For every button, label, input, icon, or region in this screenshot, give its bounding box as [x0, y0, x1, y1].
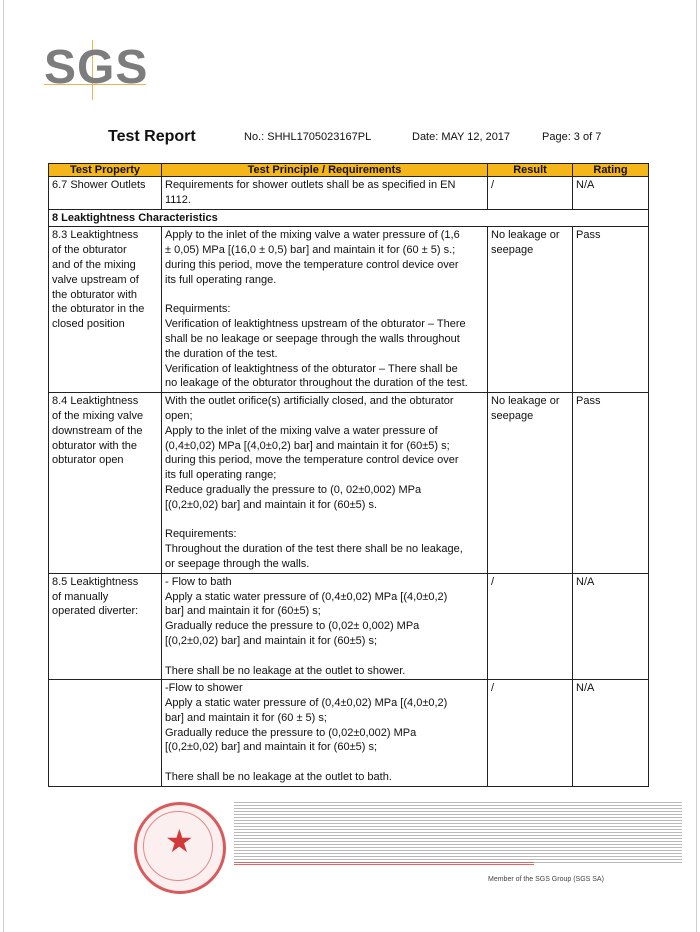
page-edge-right	[696, 0, 697, 932]
test-property-cell: 8.5 Leaktightness of manually operated diverter:	[49, 573, 162, 680]
requirement-line: open;	[165, 409, 193, 422]
requirement-line: Apply a static water pressure of (0,4±0,02) MPa [(4,0±0,2)	[165, 697, 448, 710]
test-property-cell: 8.3 Leaktightness of the obturator and of the mixing valve upstream of the obturator with the obturator in the closed position	[49, 227, 162, 393]
blank-line	[165, 513, 484, 528]
requirement-line: Apply to the inlet of the mixing valve a water pressure of (1,6	[165, 229, 460, 242]
requirement-line: Apply to the inlet of the mixing valve a water pressure of	[165, 424, 438, 437]
requirement-line: bar] and maintain it for (60±5) s;	[165, 605, 321, 618]
test-principle-cell	[162, 573, 488, 680]
test-principle-cell	[162, 393, 488, 574]
table-row	[49, 177, 649, 210]
test-property-cell: 8.4 Leaktightness of the mixing valve downstream of the obturator with the obturator open	[49, 393, 162, 574]
requirement-line: [(0,2±0,02) bar] and maintain it for (60±5) s.	[165, 498, 378, 511]
table-header-row	[49, 164, 649, 177]
test-property-cell: 6.7 Shower Outlets	[49, 177, 162, 210]
rating-cell: N/A	[573, 680, 649, 787]
test-report-table	[48, 163, 649, 787]
requirement-line: shall be no leakage or seepage through the walls throughout	[165, 332, 460, 345]
column-header-test-property: Test Property	[49, 164, 162, 177]
rating-cell: N/A	[573, 177, 649, 210]
table-row	[49, 227, 649, 393]
inspection-stamp	[134, 802, 226, 894]
test-principle-cell	[162, 177, 488, 210]
sgs-group-membership: Member of the SGS Group (SGS SA)	[488, 876, 604, 883]
requirement-line: Requirements:	[165, 528, 237, 541]
star-icon: ★	[165, 823, 194, 859]
requirement-line: ± 0,05) MPa [(16,0 ± 0,5) bar] and maintain it for (60 ± 5) s.;	[165, 244, 456, 257]
report-page-number: Page: 3 of 7	[542, 131, 602, 143]
test-principle-cell	[162, 680, 488, 787]
table-row	[49, 573, 649, 680]
requirement-line: - Flow to bath	[165, 575, 232, 588]
table-row	[49, 680, 649, 787]
authenticity-notice-text	[234, 862, 534, 866]
requirement-line: Verification of leaktightness upstream of the obturator – There	[165, 318, 466, 331]
requirement-line: -Flow to shower	[165, 682, 243, 695]
requirement-line: Apply a static water pressure of (0,4±0,02) MPa [(4,0±0,2)	[165, 590, 448, 603]
rating-cell: N/A	[573, 573, 649, 680]
rating-cell: Pass	[573, 227, 649, 393]
requirement-line: (0,4±0,02) MPa [(4,0±0,2) bar] and maintain it for (60±5) s;	[165, 439, 450, 452]
requirement-line: Gradually reduce the pressure to (0,02±0,002) MPa	[165, 726, 417, 739]
requirement-line: There shall be no leakage at the outlet to bath.	[165, 771, 392, 784]
result-cell: No leakage or seepage	[488, 393, 573, 574]
result-cell: /	[488, 680, 573, 787]
test-property-cell	[49, 680, 162, 787]
report-header	[108, 128, 668, 150]
column-header-rating: Rating	[573, 164, 649, 177]
section-heading-row	[49, 209, 649, 227]
requirement-line: [(0,2±0,02) bar] and maintain it for (60±5) s;	[165, 634, 378, 647]
legal-disclaimer-text	[234, 802, 682, 864]
requirement-line: bar] and maintain it for (60 ± 5) s;	[165, 711, 327, 724]
report-title: Test Report	[108, 128, 196, 145]
requirement-line: Verification of leaktightness of the obturator – There shall be	[165, 362, 458, 375]
result-cell: /	[488, 573, 573, 680]
requirement-line: its full operating range;	[165, 469, 277, 482]
test-principle-cell	[162, 227, 488, 393]
result-cell: No leakage or seepage	[488, 227, 573, 393]
table-body	[49, 177, 649, 787]
footer	[128, 796, 688, 906]
requirement-line: With the outlet orifice(s) artificially closed, and the obturator	[165, 395, 454, 408]
sgs-logo: SGS	[44, 41, 149, 94]
requirement-line: Reduce gradually the pressure to (0, 02±0,002) MPa	[165, 483, 422, 496]
section-heading: 8 Leaktightness Characteristics	[49, 209, 649, 227]
requirement-line: Requirments:	[165, 303, 231, 316]
report-date: Date: MAY 12, 2017	[412, 131, 511, 143]
column-header-result: Result	[488, 164, 573, 177]
requirement-line: or seepage through the walls.	[165, 557, 310, 570]
rating-cell: Pass	[573, 393, 649, 574]
blank-line	[165, 649, 484, 664]
blank-line	[165, 755, 484, 770]
result-cell: /	[488, 177, 573, 210]
requirement-line: Gradually reduce the pressure to (0,02± 0,002) MPa	[165, 620, 420, 633]
page-edge-left	[3, 0, 4, 932]
requirement-line: Throughout the duration of the test there shall be no leakage,	[165, 543, 463, 556]
requirement-line: during this period, move the temperature control device over	[165, 258, 459, 271]
table-row	[49, 393, 649, 574]
report-number: No.: SHHL1705023167PL	[244, 131, 372, 143]
requirement-line: 1112.	[165, 193, 191, 206]
requirement-line: during this period, move the temperature control device over	[165, 454, 459, 467]
requirement-line: no leakage of the obturator throughout the duration of the test.	[165, 377, 468, 390]
column-header-test-principle: Test Principle / Requirements	[162, 164, 488, 177]
requirement-line: its full operating range.	[165, 273, 277, 286]
requirement-line: the duration of the test.	[165, 347, 278, 360]
requirement-line: There shall be no leakage at the outlet to shower.	[165, 664, 406, 677]
blank-line	[165, 288, 484, 303]
requirement-line: Requirements for shower outlets shall be as specified in EN	[165, 179, 456, 191]
requirement-line: [(0,2±0,02) bar] and maintain it for (60±5) s;	[165, 741, 378, 754]
